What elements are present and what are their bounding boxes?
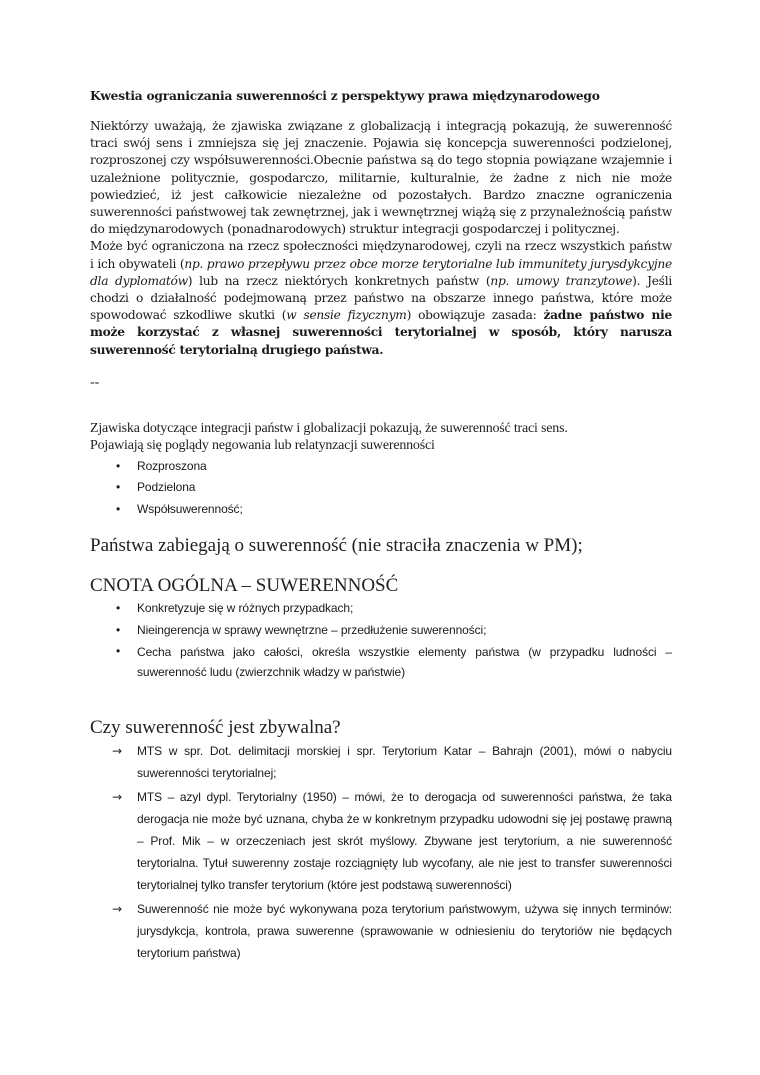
list-item-text: MTS – azyl dypl. Terytorialny (1950) – mówi, że to derogacja od suwerenności państwa, że taka derogacja nie może być uznana, chyba że w konkretnym przypadku udowodni się jej postawę prawną – Prof. Mik – w orzeczeniach jest skrót myślowy. Zbywane jest terytorium, a nie suwerenność terytorialna. Tytuł suwerenny zostaje rozciągnięty lub wycofany, ale nie jest to transfer suwerenności terytorialnej tylko transfer terytorium (które jest podstawą suwerenności) — [137, 790, 672, 893]
bold-principle: żadne państwo nie może korzystać z własnej suwerenności terytorialnej w sposób, który narusza suwerenność terytorialną drugiego państwa. — [90, 308, 672, 357]
italic-example: np. umowy tranzytowe — [490, 273, 633, 288]
list-item — [90, 898, 672, 964]
text-run: ) lub na rzecz niektórych konkretnych państw ( — [187, 273, 491, 288]
list-item-text: Cecha państwa jako całości, określa wszystkie elementy państwa (w przypadku ludności – suwerenność ludu (zwierzchnik władzy w państwie) — [137, 645, 672, 680]
bullet-list-types — [90, 456, 672, 521]
text-run: ) obowiązuje zasada: — [406, 308, 544, 323]
list-item-text: Współsuwerenność; — [137, 501, 243, 516]
arrow-right-icon: → — [112, 744, 122, 759]
section2-line1: Zjawiska dotyczące integracji państw i globalizacji pokazują, że suwerenność traci sens. — [90, 420, 568, 436]
list-item-text: Suwerenność nie może być wykonywana poza terytorium państwowym, używa się innych terminów: jurysdykcja, kontrola, prawa suwerenne (sprawowanie w odniesieniu do terytoriów nie będących terytorium państwa) — [137, 902, 672, 961]
bullet-icon: • — [116, 622, 121, 637]
italic-example: np. prawo przepływu przez obce morze terytorialne lub immunitety jurysdykcyjne dla dyplomatów — [90, 256, 672, 288]
heading-alienable: Czy suwerenność jest zbywalna? — [90, 717, 341, 739]
separator: -- — [90, 374, 100, 390]
list-item — [90, 740, 672, 784]
list-item — [90, 456, 672, 478]
paragraph-globalization: Niektórzy uważają, że zjawiska związane z globalizacją i integracją pokazują, że suwerenność traci swój sens i zmniejsza się jej znaczenie. Pojawia się koncepcja suwerenności podzielonej, rozproszonej czy współsuwerenności.Obecnie państwa są do tego stopnia powiązane wzajemnie i uzależnione politycznie, gospodarczo, militarnie, kulturalnie, że żadne z nich nie może powiedzieć, iż jest całkowicie niezależne od pozostałych. Bardzo znaczne ograniczenia suwerenności państwowej tak zewnętrznej, jak i wewnętrznej wiążą się z przynależnością państw do międzynarodowych (ponadnarodowych) struktur integracji gospodarczej i politycznej. — [90, 119, 672, 237]
list-item-text: Konkretyzuje się w różnych przypadkach; — [137, 601, 354, 616]
list-item-text: MTS w spr. Dot. delimitacji morskiej i spr. Terytorium Katar – Bahrajn (2001), mówi o nabyciu suwerenności terytorialnej; — [137, 744, 672, 781]
arrow-right-icon: → — [112, 790, 122, 805]
paragraph-limitation — [90, 238, 672, 358]
bullet-icon: • — [116, 480, 121, 495]
bullet-icon: • — [116, 501, 121, 516]
list-item-text: Podzielona — [137, 480, 196, 495]
list-item — [90, 499, 672, 521]
document-title: Kwestia ograniczania suwerenności z perspektywy prawa międzynarodowego — [90, 89, 600, 103]
bullet-icon: • — [116, 601, 121, 616]
section2-line2: Pojawiają się poglądy negowania lub relatynzacji suwerenności — [90, 437, 435, 453]
list-item — [90, 641, 672, 682]
list-item-text: Rozproszona — [137, 458, 207, 473]
bullet-list-virtue — [90, 598, 672, 682]
list-item — [90, 620, 672, 642]
list-item — [90, 786, 672, 896]
heading-general-virtue: CNOTA OGÓLNA – SUWERENNOŚĆ — [90, 575, 399, 597]
list-item — [90, 477, 672, 499]
arrow-right-icon: → — [112, 902, 122, 917]
bullet-icon: • — [116, 644, 121, 659]
list-item-text: Nieingerencja w sprawy wewnętrzne – przedłużenie suwerenności; — [137, 622, 487, 637]
italic-example: w sensie fizycznym — [286, 308, 407, 323]
document-page — [90, 88, 672, 966]
text-run: Może być ograniczona na rzecz społeczności międzynarodowej, czyli na rzecz wszystkich państw i ich obywateli ( — [90, 239, 672, 271]
text-run: ). Jeśli chodzi o działalność podejmowaną przez państwo na obszarze innego państwa, które może spowodować szkodliwe skutki ( — [90, 273, 672, 323]
list-item — [90, 598, 672, 620]
arrow-list-alienable — [90, 740, 672, 964]
heading-states-strive: Państwa zabiegają o suwerenność (nie straciła znaczenia w PM); — [90, 535, 583, 557]
bullet-icon: • — [116, 458, 121, 473]
